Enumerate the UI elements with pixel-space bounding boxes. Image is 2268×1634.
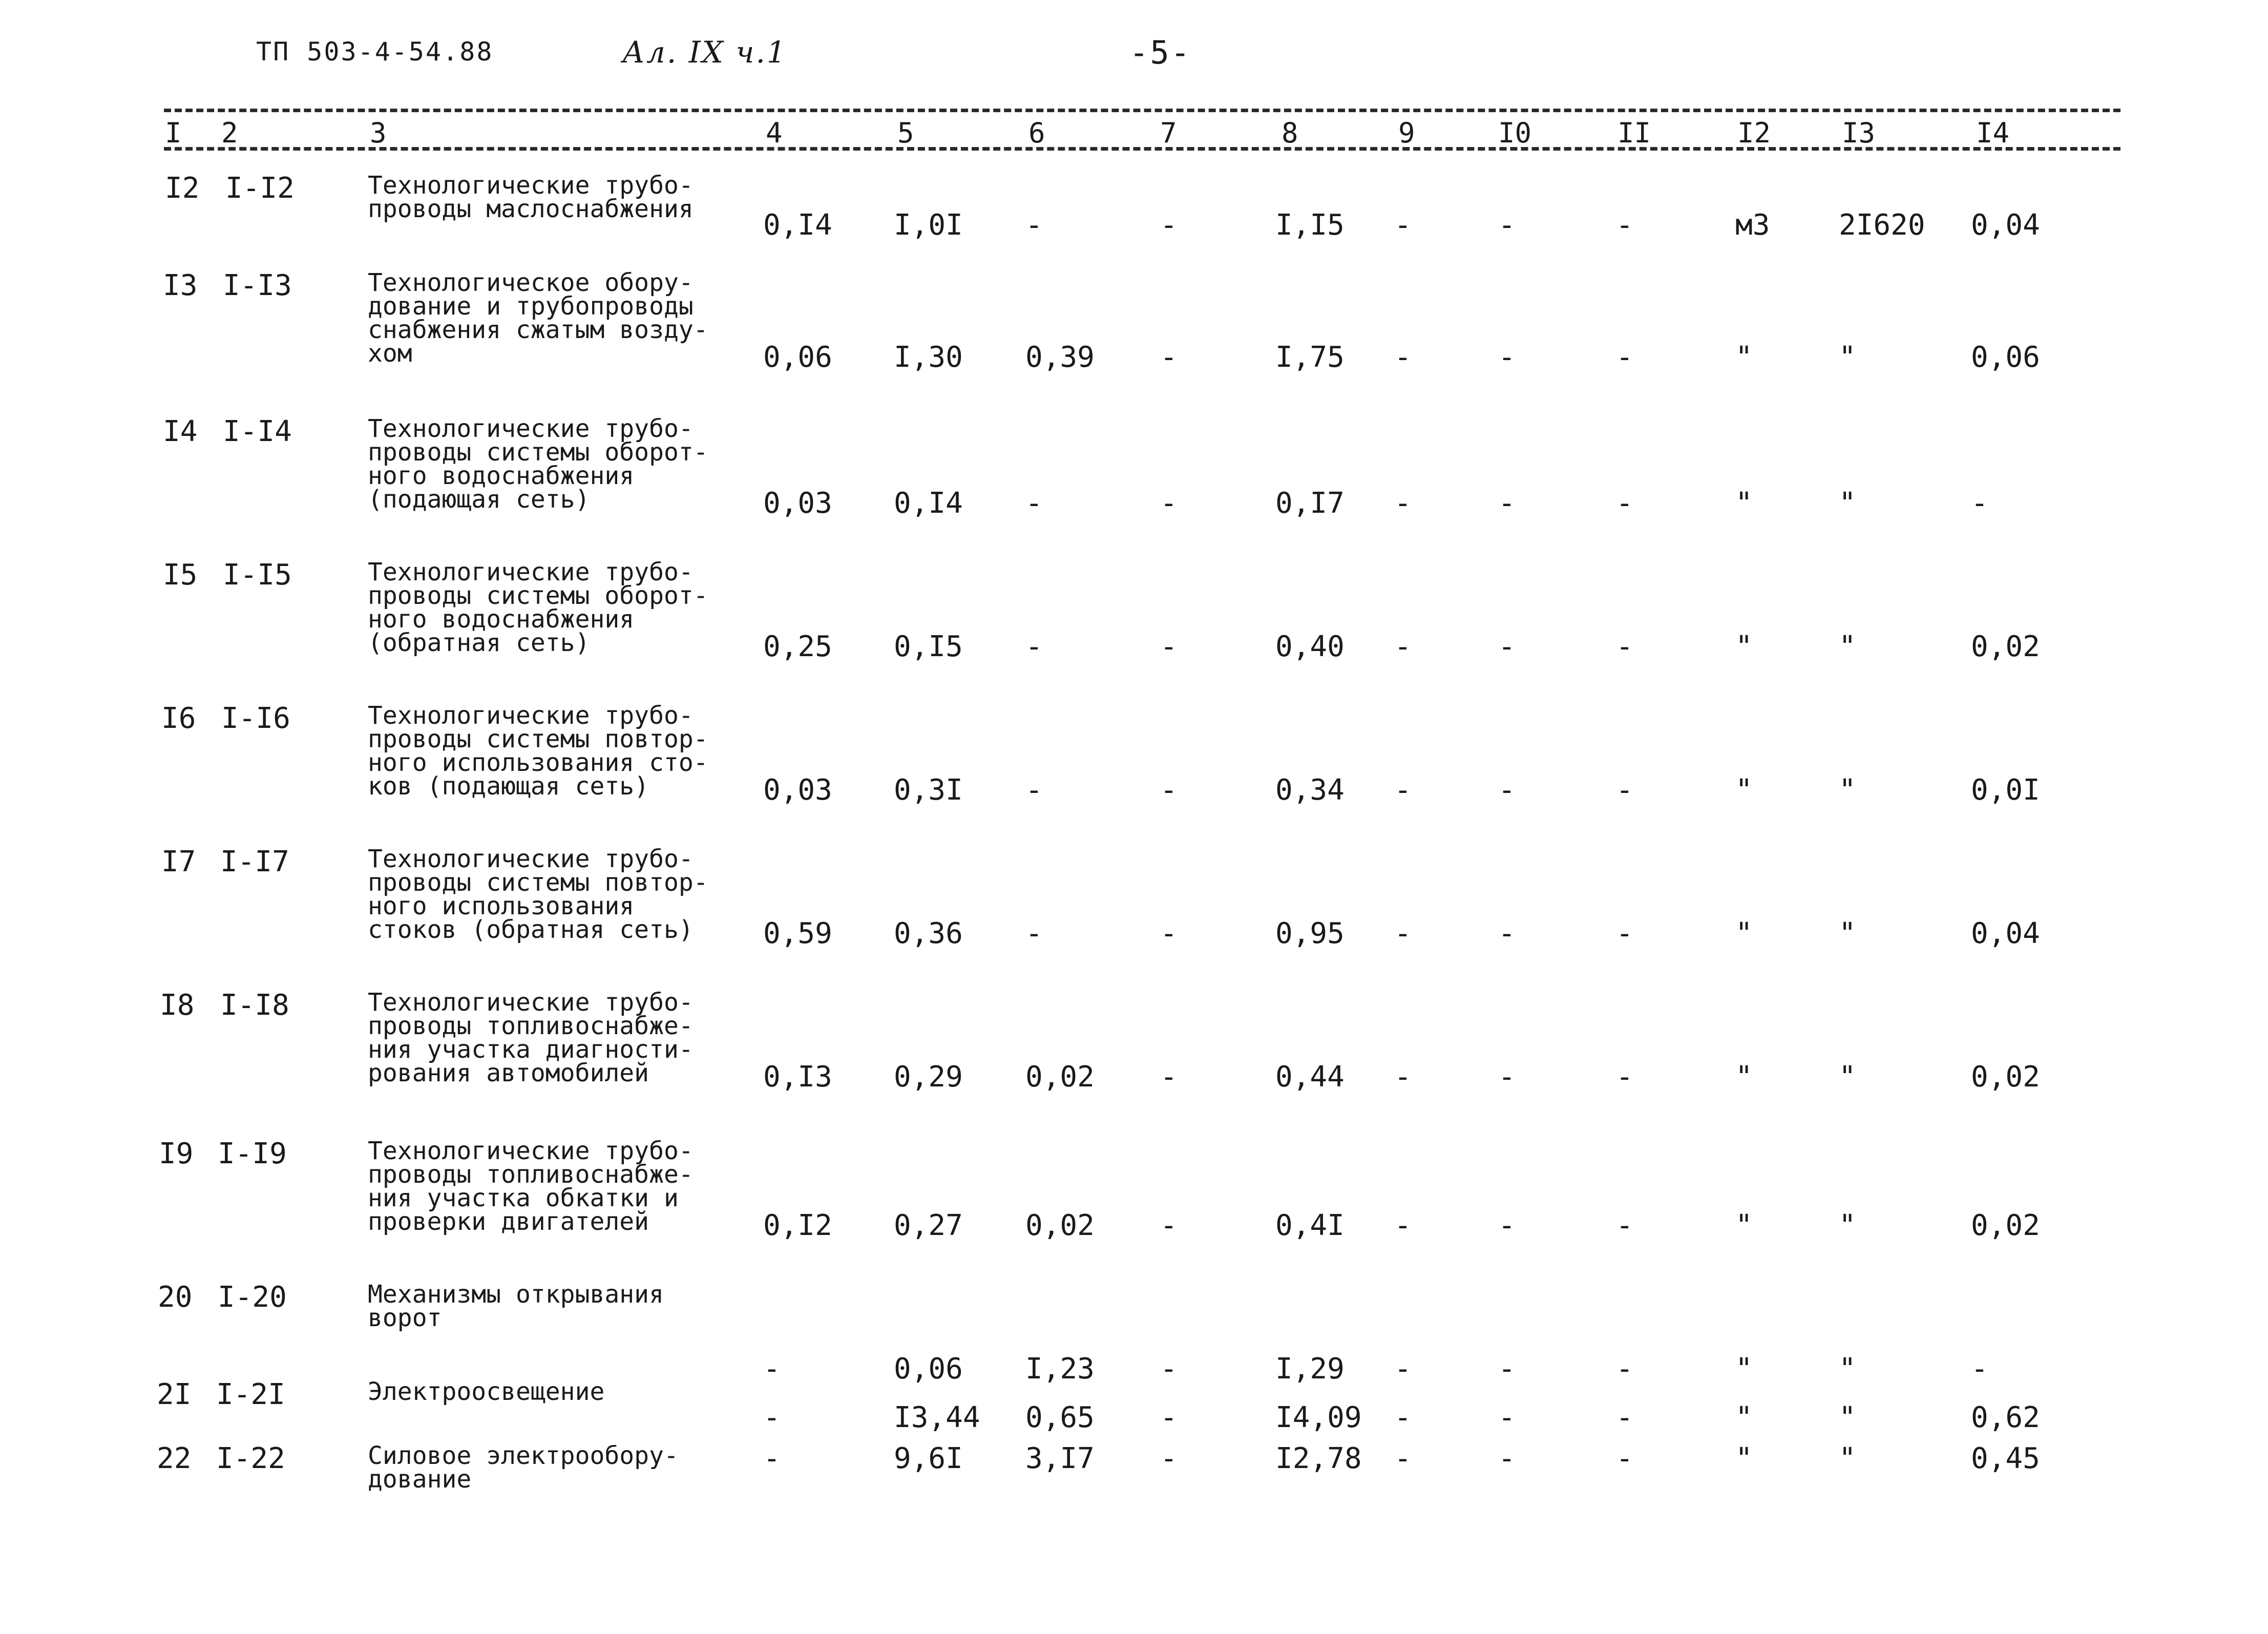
value-cell-c10: -: [1498, 487, 1516, 520]
value-cell-c11: -: [1616, 1209, 1633, 1242]
table-row: [0, 269, 2268, 402]
value-cell-c4: -: [763, 1401, 781, 1434]
column-number: 4: [766, 117, 783, 149]
value-cell-c4: 0,I4: [763, 208, 832, 242]
value-cell-c9: -: [1394, 487, 1412, 520]
value-cell-c9: -: [1394, 341, 1412, 374]
value-cell-c7: -: [1160, 1352, 1178, 1386]
value-cell-c12: ": [1735, 487, 1753, 520]
value-cell-c7: -: [1160, 773, 1178, 807]
value-cell-c8: 0,I7: [1275, 487, 1345, 520]
value-cell-c9: -: [1394, 1352, 1412, 1386]
value-cell-c8: I4,09: [1275, 1401, 1362, 1434]
value-cell-c5: I3,44: [894, 1401, 980, 1434]
value-cell-c4: 0,I3: [763, 1060, 832, 1094]
value-cell-c5: 0,27: [894, 1209, 963, 1242]
column-number: I2: [1737, 117, 1771, 149]
value-cell-c8: 0,95: [1275, 917, 1345, 950]
value-cell-c13: ": [1839, 1209, 1856, 1242]
value-cell-c8: 0,34: [1275, 773, 1345, 807]
table-row: [0, 989, 2268, 1122]
value-cell-c5: I,0I: [894, 208, 963, 242]
item-code: I-20: [218, 1281, 287, 1314]
value-cell-c10: -: [1498, 341, 1516, 374]
value-cell-c14: -: [1971, 487, 1988, 520]
value-cell-c11: -: [1616, 917, 1633, 950]
value-cell-c13: ": [1839, 773, 1856, 807]
value-cell-c14: 0,02: [1971, 630, 2040, 663]
item-code: I-I5: [223, 558, 292, 592]
value-cell-c9: -: [1394, 1401, 1412, 1434]
value-cell-c5: 0,06: [894, 1352, 963, 1386]
column-number: 5: [897, 117, 914, 149]
value-cell-c11: -: [1616, 341, 1633, 374]
value-cell-c5: 0,I5: [894, 630, 963, 663]
value-cell-c7: -: [1160, 1209, 1178, 1242]
value-cell-c7: -: [1160, 1442, 1178, 1475]
value-cell-c8: 0,44: [1275, 1060, 1345, 1094]
value-cell-c8: I,I5: [1275, 208, 1345, 242]
value-cell-c13: ": [1839, 630, 1856, 663]
value-cell-c10: -: [1498, 1442, 1516, 1475]
item-description: Механизмы открывания ворот: [368, 1280, 664, 1332]
item-code: I-2I: [216, 1378, 285, 1411]
column-number: 9: [1398, 117, 1415, 149]
value-cell-c14: 0,04: [1971, 917, 2040, 950]
value-cell-c10: -: [1498, 917, 1516, 950]
value-cell-c11: -: [1616, 1442, 1633, 1475]
item-code: I-I8: [220, 989, 289, 1022]
value-cell-c12: ": [1735, 1442, 1753, 1475]
value-cell-c6: 0,02: [1025, 1209, 1095, 1242]
value-cell-c9: -: [1394, 630, 1412, 663]
value-cell-c10: -: [1498, 1401, 1516, 1434]
value-cell-c13: ": [1839, 1060, 1856, 1094]
value-cell-c10: -: [1498, 1060, 1516, 1094]
column-number: I3: [1842, 117, 1876, 149]
value-cell-c8: 0,40: [1275, 630, 1345, 663]
value-cell-c11: -: [1616, 208, 1633, 242]
value-cell-c10: -: [1498, 773, 1516, 807]
value-cell-c5: I,30: [894, 341, 963, 374]
value-cell-c10: -: [1498, 630, 1516, 663]
value-cell-c14: 0,02: [1971, 1209, 2040, 1242]
item-description: Технологические трубо- проводы топливоснабже- ния участка обкатки и проверки двигателей: [368, 1137, 694, 1236]
value-cell-c10: -: [1498, 1209, 1516, 1242]
value-cell-c5: 0,I4: [894, 487, 963, 520]
value-cell-c14: 0,0I: [1971, 773, 2040, 807]
value-cell-c13: ": [1839, 1442, 1856, 1475]
value-cell-c12: ": [1735, 773, 1753, 807]
item-description: Технологическое обору- дование и трубопроводы снабжения сжатым возду- хом: [368, 268, 708, 368]
value-cell-c6: 3,I7: [1025, 1442, 1095, 1475]
column-number: 3: [370, 117, 387, 149]
value-cell-c11: -: [1616, 1401, 1633, 1434]
value-cell-c14: 0,45: [1971, 1442, 2040, 1475]
row-number: I4: [163, 415, 198, 448]
row-number: I8: [160, 989, 195, 1022]
item-code: I-I2: [225, 172, 295, 205]
table-row: [0, 702, 2268, 835]
item-description: Силовое электрообору- дование: [368, 1441, 679, 1494]
value-cell-c8: 0,4I: [1275, 1209, 1345, 1242]
item-code: I-I6: [221, 702, 290, 735]
column-header-rule: [164, 147, 2120, 151]
value-cell-c12: ": [1735, 917, 1753, 950]
value-cell-c4: 0,03: [763, 487, 832, 520]
value-cell-c6: -: [1025, 773, 1043, 807]
value-cell-c13: ": [1839, 1352, 1856, 1386]
table-row: [0, 558, 2268, 692]
column-number: 7: [1160, 117, 1177, 149]
value-cell-c11: -: [1616, 487, 1633, 520]
value-cell-c8: I,75: [1275, 341, 1345, 374]
item-code: I-I3: [223, 269, 292, 302]
value-cell-c8: I,29: [1275, 1352, 1345, 1386]
value-cell-c10: -: [1498, 1352, 1516, 1386]
value-cell-c5: 0,3I: [894, 773, 963, 807]
value-cell-c7: -: [1160, 917, 1178, 950]
value-cell-c4: 0,06: [763, 341, 832, 374]
value-cell-c9: -: [1394, 1442, 1412, 1475]
value-cell-c12: ": [1735, 1060, 1753, 1094]
item-description: Технологические трубо- проводы системы повтор- ного использования стоков (обратная сеть): [368, 845, 708, 944]
row-number: 20: [158, 1281, 193, 1314]
value-cell-c4: 0,25: [763, 630, 832, 663]
value-cell-c4: -: [763, 1352, 781, 1386]
value-cell-c7: -: [1160, 1401, 1178, 1434]
document-code: ТП 503-4-54.88: [256, 37, 494, 67]
value-cell-c9: -: [1394, 208, 1412, 242]
row-number: I2: [165, 172, 200, 205]
value-cell-c12: ": [1735, 1352, 1753, 1386]
value-cell-c9: -: [1394, 917, 1412, 950]
value-cell-c13: ": [1839, 341, 1856, 374]
column-number: I0: [1498, 117, 1532, 149]
value-cell-c13: ": [1839, 917, 1856, 950]
row-number: I5: [163, 558, 198, 592]
value-cell-c12: ": [1735, 1209, 1753, 1242]
value-cell-c13: ": [1839, 1401, 1856, 1434]
value-cell-c6: -: [1025, 487, 1043, 520]
value-cell-c14: 0,02: [1971, 1060, 2040, 1094]
value-cell-c11: -: [1616, 773, 1633, 807]
value-cell-c14: 0,04: [1971, 208, 2040, 242]
value-cell-c12: ": [1735, 1401, 1753, 1434]
item-code: I-I4: [223, 415, 292, 448]
value-cell-c5: 0,36: [894, 917, 963, 950]
value-cell-c4: 0,59: [763, 917, 832, 950]
item-description: Технологические трубо- проводы маслоснабжения: [368, 171, 694, 223]
column-number: I4: [1976, 117, 2010, 149]
value-cell-c9: -: [1394, 1060, 1412, 1094]
value-cell-c4: 0,03: [763, 773, 832, 807]
column-number: II: [1618, 117, 1651, 149]
row-number: 22: [157, 1442, 192, 1475]
item-code: I-I9: [218, 1137, 287, 1170]
value-cell-c6: -: [1025, 917, 1043, 950]
column-number: 2: [221, 117, 238, 149]
value-cell-c6: 0,39: [1025, 341, 1095, 374]
value-cell-c9: -: [1394, 1209, 1412, 1242]
item-description: Технологические трубо- проводы системы оборот- ного водоснабжения (обратная сеть): [368, 558, 708, 657]
item-code: I-22: [216, 1442, 285, 1475]
value-cell-c14: 0,62: [1971, 1401, 2040, 1434]
table-row: [0, 1442, 2268, 1575]
value-cell-c11: -: [1616, 1352, 1633, 1386]
value-cell-c6: I,23: [1025, 1352, 1095, 1386]
table-row: [0, 415, 2268, 548]
value-cell-c14: -: [1971, 1352, 1988, 1386]
value-cell-c11: -: [1616, 1060, 1633, 1094]
value-cell-c10: -: [1498, 208, 1516, 242]
value-cell-c5: 0,29: [894, 1060, 963, 1094]
value-cell-c7: -: [1160, 487, 1178, 520]
value-cell-c12: ": [1735, 341, 1753, 374]
value-cell-c6: -: [1025, 630, 1043, 663]
table-row: [0, 1137, 2268, 1270]
page-number: -5-: [1129, 34, 1191, 71]
row-number: I6: [161, 702, 196, 735]
value-cell-c6: -: [1025, 208, 1043, 242]
table-row: [0, 845, 2268, 978]
value-cell-c13: 2I620: [1839, 208, 1925, 242]
column-number: I: [165, 117, 182, 149]
value-cell-c6: 0,02: [1025, 1060, 1095, 1094]
value-cell-c7: -: [1160, 630, 1178, 663]
column-number: 8: [1282, 117, 1298, 149]
value-cell-c11: -: [1616, 630, 1633, 663]
column-number: 6: [1028, 117, 1045, 149]
item-description: Технологические трубо- проводы топливоснабже- ния участка диагности- рования автомобилей: [368, 988, 694, 1087]
row-number: I9: [159, 1137, 194, 1170]
value-cell-c12: м3: [1735, 208, 1770, 242]
value-cell-c5: 9,6I: [894, 1442, 963, 1475]
value-cell-c14: 0,06: [1971, 341, 2040, 374]
value-cell-c7: -: [1160, 1060, 1178, 1094]
value-cell-c9: -: [1394, 773, 1412, 807]
row-number: I7: [161, 845, 196, 878]
item-description: Технологические трубо- проводы системы повтор- ного использования сто- ков (подающая сеть): [368, 701, 708, 801]
value-cell-c6: 0,65: [1025, 1401, 1095, 1434]
value-cell-c4: -: [763, 1442, 781, 1475]
value-cell-c7: -: [1160, 341, 1178, 374]
value-cell-c8: I2,78: [1275, 1442, 1362, 1475]
table-top-rule: [164, 109, 2120, 112]
album-reference: Ал. IX ч.1: [622, 35, 787, 70]
row-number: I3: [163, 269, 198, 302]
item-code: I-I7: [220, 845, 289, 878]
row-number: 2I: [157, 1378, 192, 1411]
item-description: Технологические трубо- проводы системы оборот- ного водоснабжения (подающая сеть): [368, 414, 708, 514]
value-cell-c13: ": [1839, 487, 1856, 520]
item-description: Электроосвещение: [368, 1377, 605, 1406]
value-cell-c12: ": [1735, 630, 1753, 663]
value-cell-c7: -: [1160, 208, 1178, 242]
value-cell-c4: 0,I2: [763, 1209, 832, 1242]
